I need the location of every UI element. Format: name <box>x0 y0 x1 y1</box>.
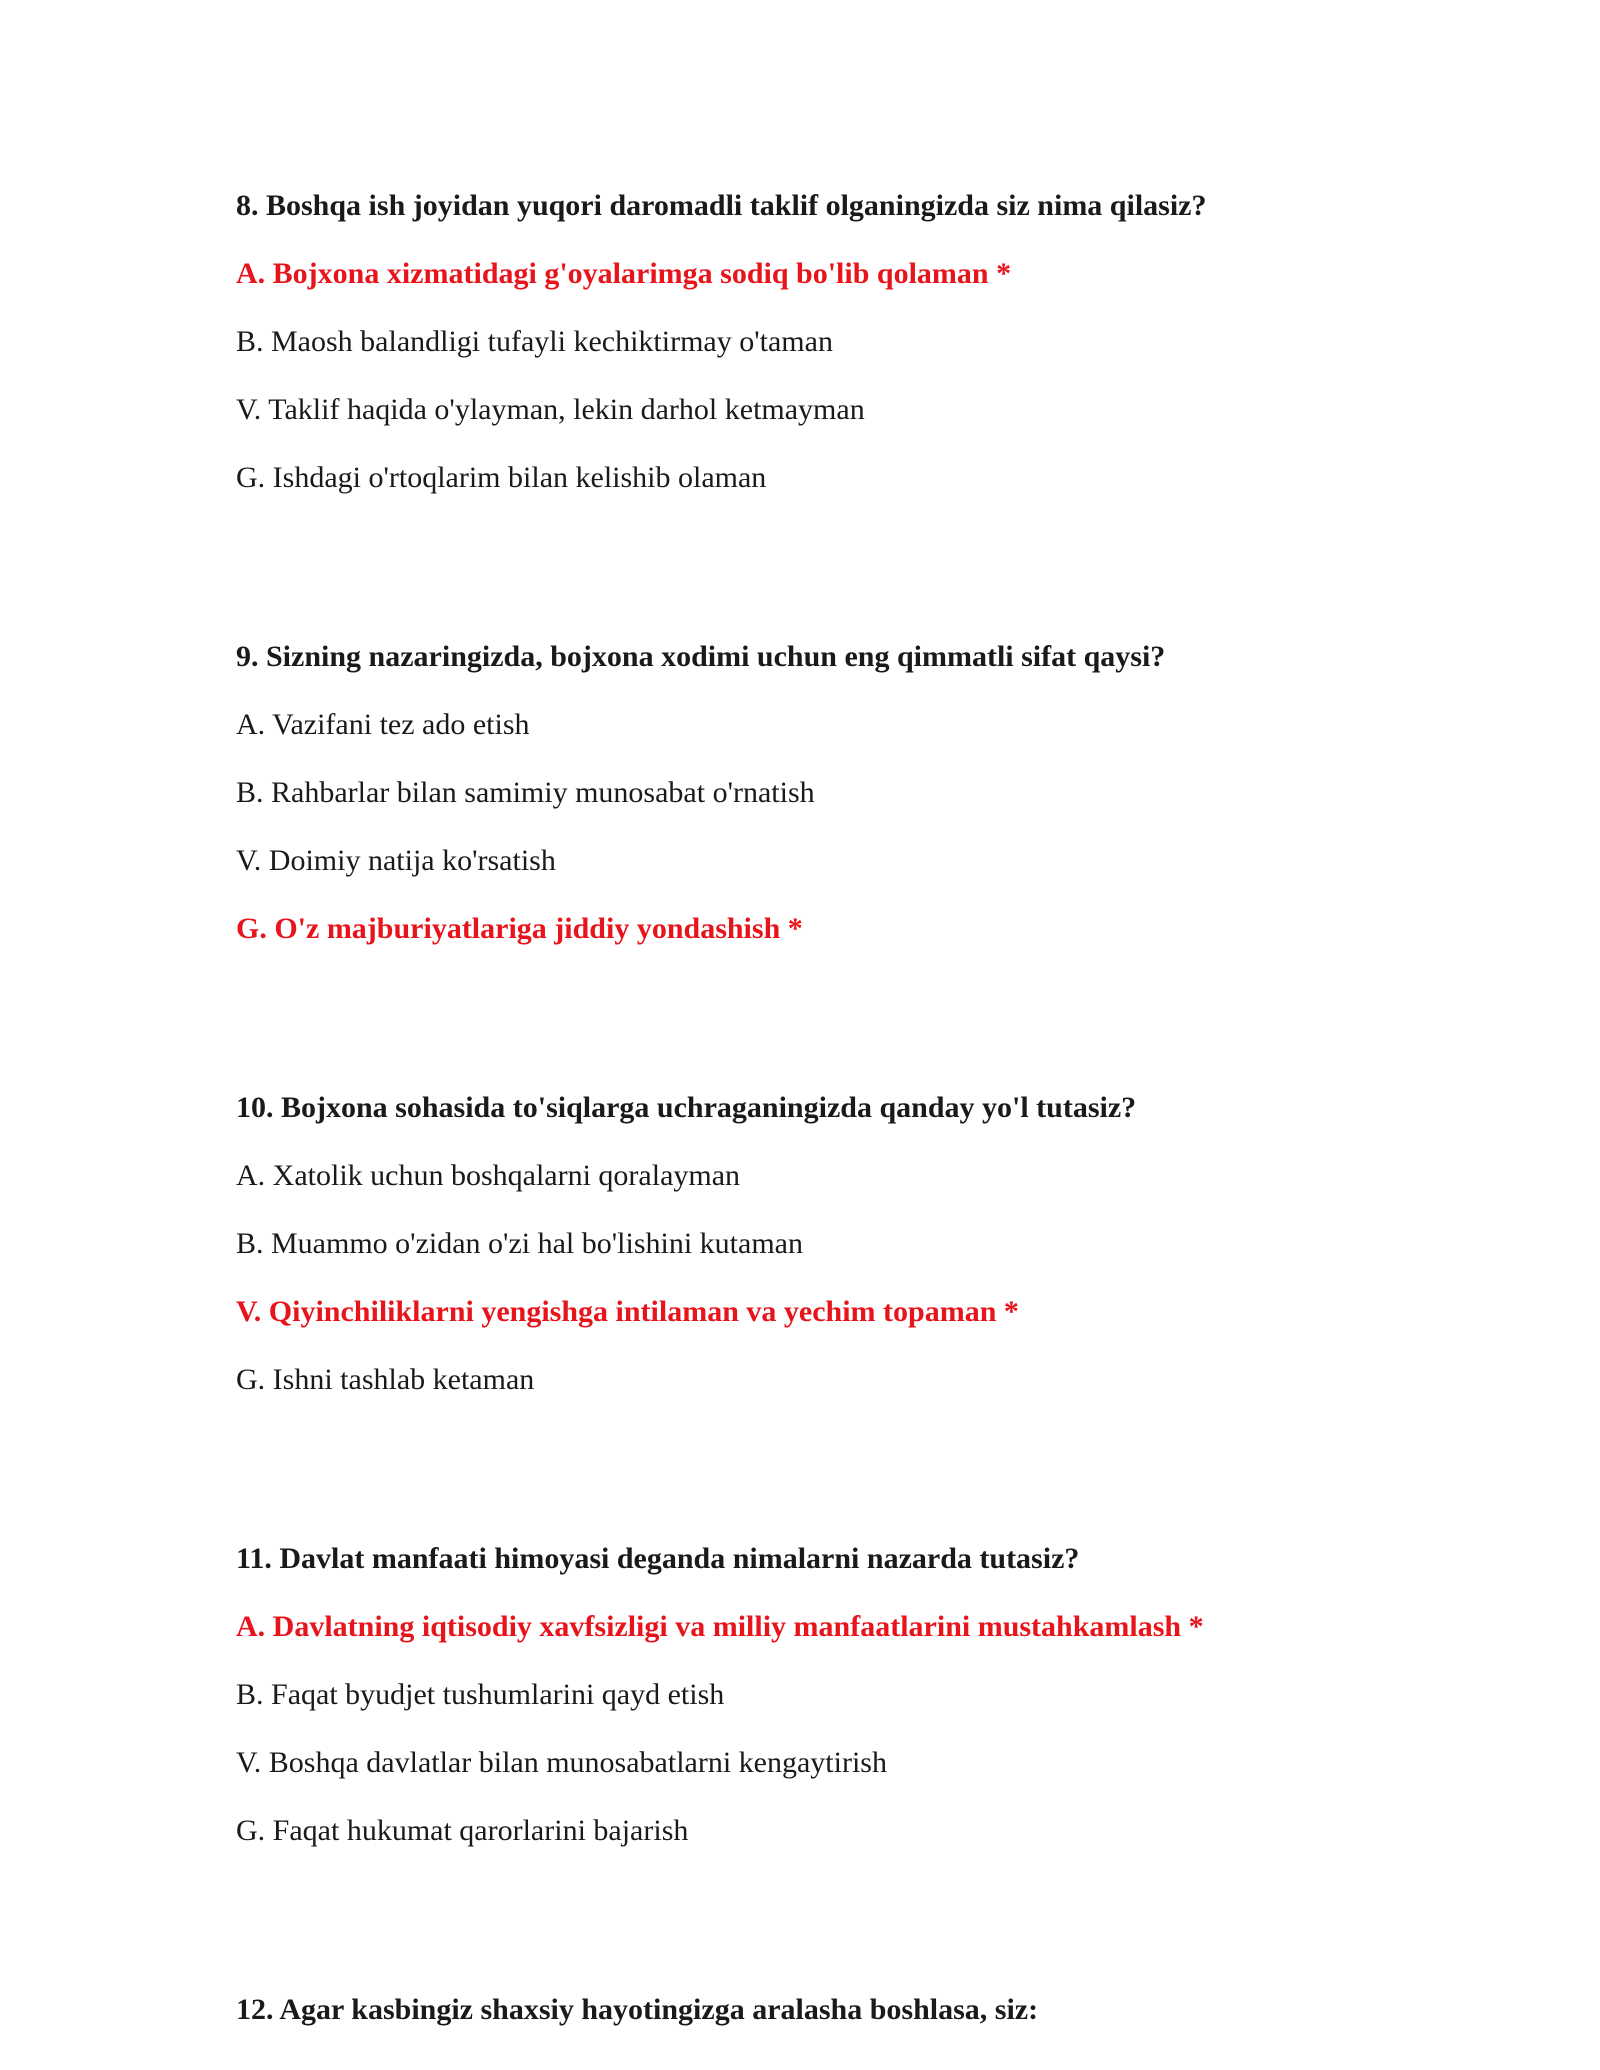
option-v: V. Taklif haqida o'ylayman, lekin darhol ketmayman <box>236 393 865 426</box>
option-b: B. Muammo o'zidan o'zi hal bo'lishini kutaman <box>236 1227 803 1260</box>
option-v: V. Doimiy natija ko'rsatish <box>236 844 556 877</box>
option-a-correct: A. Bojxona xizmatidagi g'oyalarimga sodiq bo'lib qolaman * <box>236 257 1012 290</box>
option-g-correct: G. O'z majburiyatlariga jiddiy yondashish * <box>236 912 803 945</box>
option-a: A. Vazifani tez ado etish <box>236 708 530 741</box>
question-text: 10. Bojxona sohasida to'siqlarga uchraganingizda qanday yo'l tutasiz? <box>236 1091 1137 1124</box>
option-a: A. Xatolik uchun boshqalarni qoralayman <box>236 1159 741 1192</box>
option-g: G. Ishni tashlab ketaman <box>236 1363 535 1396</box>
question-9 <box>236 635 1436 951</box>
option-b: B. Maosh balandligi tufayli kechiktirmay o'taman <box>236 325 833 358</box>
option-v-correct: V. Qiyinchiliklarni yengishga intilaman va yechim topaman * <box>236 1295 1019 1328</box>
question-8 <box>236 184 1436 500</box>
question-text: 8. Boshqa ish joyidan yuqori daromadli taklif olganingizda siz nima qilasiz? <box>236 189 1207 222</box>
option-a-correct: A. Davlatning iqtisodiy xavfsizligi va milliy manfaatlarini mustahkamlash * <box>236 1610 1204 1643</box>
question-text: 9. Sizning nazaringizda, bojxona xodimi uchun eng qimmatli sifat qaysi? <box>236 640 1166 673</box>
option-v: V. Boshqa davlatlar bilan munosabatlarni kengaytirish <box>236 1746 887 1779</box>
option-b: B. Rahbarlar bilan samimiy munosabat o'rnatish <box>236 776 815 809</box>
option-g: G. Ishdagi o'rtoqlarim bilan kelishib olaman <box>236 461 767 494</box>
document-content <box>236 184 1436 2056</box>
question-11 <box>236 1537 1436 1853</box>
question-12 <box>236 1988 1436 2032</box>
question-10 <box>236 1086 1436 1402</box>
option-b: B. Faqat byudjet tushumlarini qayd etish <box>236 1678 725 1711</box>
question-text: 11. Davlat manfaati himoyasi deganda nimalarni nazarda tutasiz? <box>236 1542 1080 1575</box>
option-g: G. Faqat hukumat qarorlarini bajarish <box>236 1814 689 1847</box>
question-text: 12. Agar kasbingiz shaxsiy hayotingizga aralasha boshlasa, siz: <box>236 1993 1039 2026</box>
